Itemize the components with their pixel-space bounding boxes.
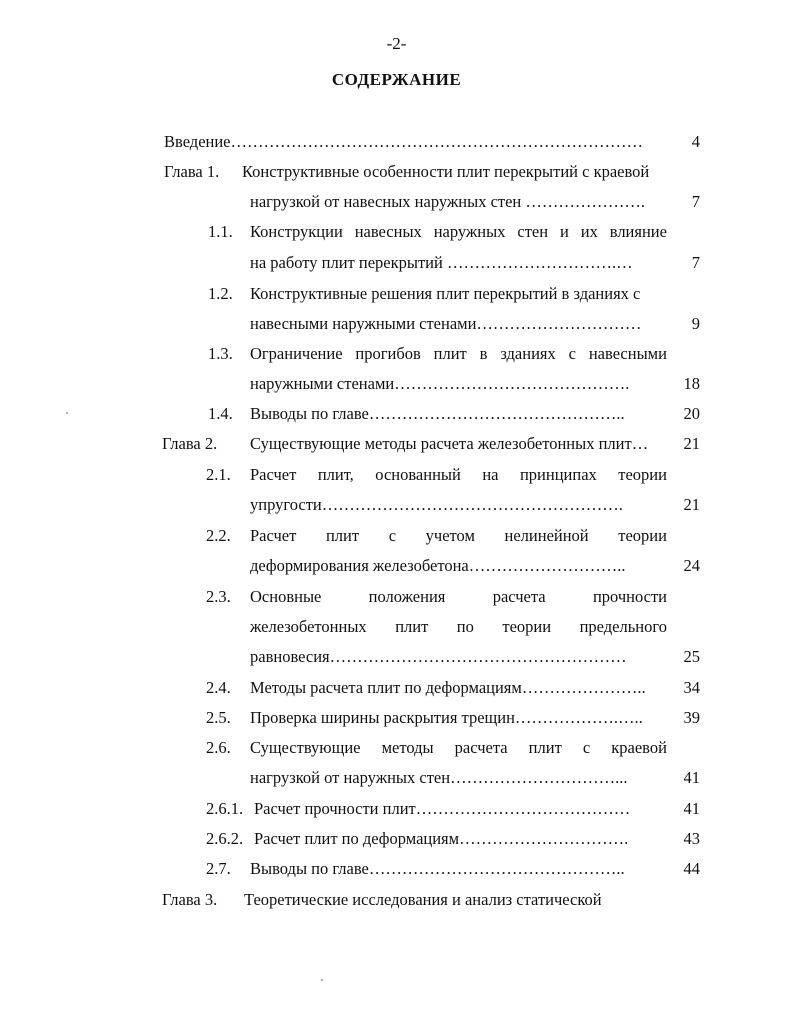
toc-page: 20 — [683, 404, 700, 423]
toc-entry-1-2[interactable] — [0, 282, 793, 306]
toc-entry-2-7[interactable] — [0, 857, 793, 881]
toc-entry-text: Введение………………………………………………………………… — [164, 132, 644, 151]
toc-section-number: 2.7. — [206, 859, 231, 878]
word: зданиях — [500, 344, 556, 363]
toc-section-number: 1.1. — [208, 222, 233, 241]
word: учетом — [425, 526, 475, 545]
word: положения — [368, 587, 446, 606]
toc-entry-text: Выводы по главе……………………………………….. — [250, 859, 625, 878]
word: прочности — [592, 587, 667, 606]
toc-entry-chapter-1-cont — [0, 190, 793, 214]
toc-entry-1-1-cont — [0, 251, 793, 275]
word: расчета — [492, 587, 546, 606]
toc-entry-text: деформирования железобетона……………………….. — [250, 556, 626, 575]
word: с — [568, 344, 576, 363]
toc-page: 39 — [683, 708, 700, 727]
toc-entry-1-2-cont — [0, 312, 793, 336]
word: их — [580, 222, 598, 241]
toc-entry-text — [250, 463, 667, 487]
word: плит — [395, 617, 429, 636]
toc-entry-2-5[interactable] — [0, 706, 793, 730]
toc-entry-text — [250, 220, 667, 244]
scan-speck — [321, 979, 323, 981]
word: в — [479, 344, 488, 363]
scan-speck — [66, 412, 68, 414]
word: предельного — [579, 617, 667, 636]
toc-entry-text: упругости………………………………………………. — [250, 495, 623, 514]
toc-entry-text — [250, 736, 667, 760]
toc-entry-2-1[interactable] — [0, 463, 793, 487]
toc-entry-2-3-cont — [0, 615, 793, 639]
toc-entry-text: Расчет прочности плит………………………………… — [254, 799, 631, 818]
toc-section-number: 2.4. — [206, 678, 231, 697]
word: на — [482, 465, 499, 484]
toc-entry-text: равновесия……………………………………………… — [250, 647, 627, 666]
toc-entry-text: на работу плит перекрытий ………………………….… — [250, 253, 633, 272]
toc-section-number: 1.3. — [208, 344, 233, 363]
toc-chapter-label: Глава 3. — [162, 890, 218, 909]
toc-entry-text: навесными наружными стенами………………………… — [250, 314, 642, 333]
toc-entry-1-1[interactable] — [0, 220, 793, 244]
toc-page: 4 — [691, 132, 700, 151]
toc-entry-chapter-3[interactable] — [0, 888, 793, 912]
toc-section-number: 2.1. — [206, 465, 231, 484]
toc-page: 41 — [683, 768, 700, 787]
word: влияние — [609, 222, 667, 241]
toc-page: 7 — [691, 253, 700, 272]
toc-section-number: 2.5. — [206, 708, 231, 727]
page-number: -2- — [386, 34, 407, 53]
toc-page: 9 — [691, 314, 700, 333]
toc-entry-chapter-1[interactable] — [0, 160, 793, 184]
word: железобетонных — [250, 617, 367, 636]
toc-entry-text — [250, 615, 667, 639]
toc-section-number: 2.6. — [206, 738, 231, 757]
word: принципах — [519, 465, 597, 484]
toc-page: 21 — [683, 434, 700, 453]
toc-entry-text: Существующие методы расчета железобетонных плит… — [250, 434, 649, 453]
toc-entry-2-3[interactable] — [0, 585, 793, 609]
toc-entry-chapter-2[interactable] — [0, 432, 793, 456]
toc-entry-text: нагрузкой от наружных стен…………………………... — [250, 768, 628, 787]
word: плит — [325, 526, 360, 545]
toc-entry-2-6-1[interactable] — [0, 797, 793, 821]
word: краевой — [611, 738, 667, 757]
toc-entry-text: Расчет плит по деформациям…………………………. — [254, 829, 629, 848]
toc-page: 24 — [683, 556, 700, 575]
toc-chapter-label: Глава 2. — [162, 434, 218, 453]
word: плит — [528, 738, 562, 757]
toc-chapter-label: Глава 1. — [164, 162, 220, 181]
page-title: СОДЕРЖАНИЕ — [331, 70, 462, 89]
toc-entry-2-4[interactable] — [0, 676, 793, 700]
toc-section-number: 2.2. — [206, 526, 231, 545]
word: стен — [517, 222, 549, 241]
toc-entry-1-3-cont — [0, 372, 793, 396]
toc-entry-text — [250, 342, 667, 366]
word: по — [456, 617, 474, 636]
toc-page: 43 — [683, 829, 700, 848]
toc-page: 21 — [683, 495, 700, 514]
toc-entry-text: Теоретические исследования и анализ статической — [244, 890, 602, 909]
word: навесных — [354, 222, 422, 241]
toc-page: 25 — [683, 647, 700, 666]
toc-entry-2-6[interactable] — [0, 736, 793, 760]
toc-entry-2-2-cont — [0, 554, 793, 578]
word: теории — [618, 526, 667, 545]
toc-entry-text: нагрузкой от навесных наружных стен …………………. — [250, 192, 646, 211]
word: и — [560, 222, 569, 241]
toc-entry-text: Проверка ширины раскрытия трещин……………….….. — [250, 708, 643, 727]
word: теории — [502, 617, 552, 636]
toc-entry-2-1-cont — [0, 493, 793, 517]
word: методы — [381, 738, 434, 757]
toc-entry-2-6-2[interactable] — [0, 827, 793, 851]
word: Существующие — [250, 738, 361, 757]
toc-entry-2-6-cont — [0, 766, 793, 790]
toc-entry-text — [250, 585, 667, 609]
toc-entry-text: Конструктивные особенности плит перекрытий с краевой — [242, 162, 650, 181]
word: плит, — [317, 465, 354, 484]
toc-entry-2-3-cont-2 — [0, 645, 793, 669]
word: плит — [433, 344, 467, 363]
word: Расчет — [250, 465, 297, 484]
word: нелинейной — [504, 526, 589, 545]
toc-entry-text: Выводы по главе……………………………………….. — [250, 404, 625, 423]
word: теории — [618, 465, 667, 484]
toc-page: 7 — [691, 192, 700, 211]
toc-page: 34 — [683, 678, 700, 697]
toc-page: 18 — [683, 374, 700, 393]
word: наружных — [433, 222, 506, 241]
toc-entry-text: Методы расчета плит по деформациям………………….. — [250, 678, 646, 697]
toc-entry-text: Конструктивные решения плит перекрытий в зданиях с — [250, 284, 641, 303]
toc-section-number: 2.6.1. — [206, 799, 244, 818]
toc-page: 41 — [683, 799, 700, 818]
word: Ограничение — [250, 344, 343, 363]
toc-section-number: 2.3. — [206, 587, 231, 606]
toc-entry-2-2[interactable] — [0, 524, 793, 548]
word: навесными — [588, 344, 667, 363]
word: с — [582, 738, 591, 757]
toc-section-number: 1.4. — [208, 404, 233, 423]
word: Расчет — [250, 526, 297, 545]
word: Основные — [250, 587, 322, 606]
toc-entry-text: наружными стенами……………………………………. — [250, 374, 630, 393]
toc-entry-1-4[interactable] — [0, 402, 793, 426]
toc-entry-text — [250, 524, 667, 548]
word: основанный — [375, 465, 461, 484]
toc-page: 44 — [683, 859, 700, 878]
toc-section-number: 1.2. — [208, 284, 233, 303]
toc-entry-intro[interactable] — [0, 130, 793, 154]
word: прогибов — [355, 344, 421, 363]
toc-entry-1-3[interactable] — [0, 342, 793, 366]
word: с — [388, 526, 397, 545]
toc-section-number: 2.6.2. — [206, 829, 244, 848]
word: Конструкции — [250, 222, 343, 241]
word: расчета — [454, 738, 508, 757]
